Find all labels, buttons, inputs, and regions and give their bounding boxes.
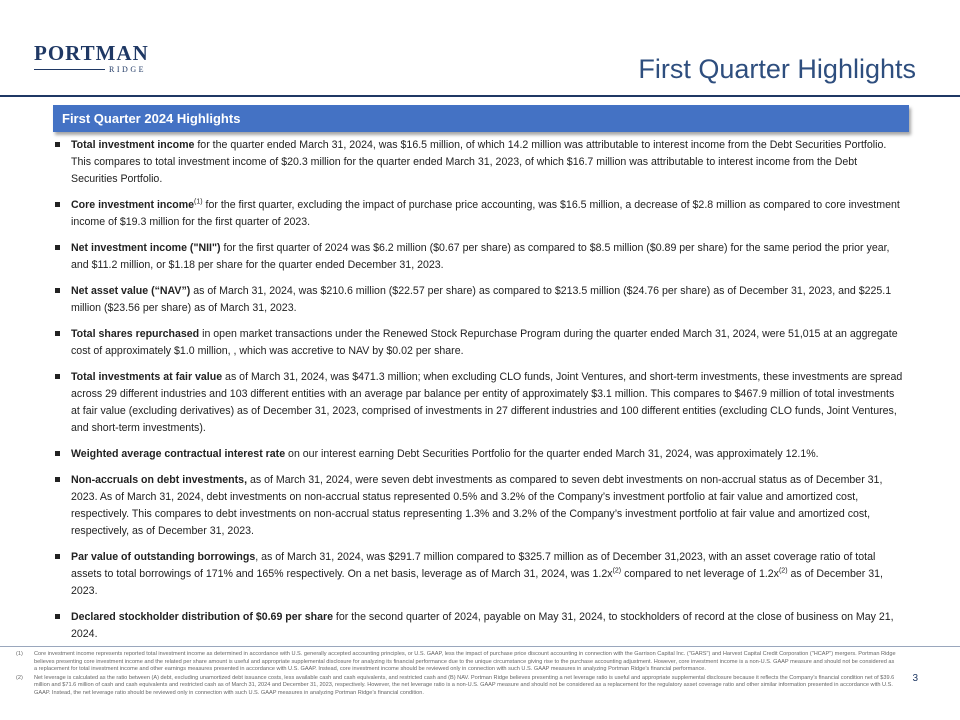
section-banner xyxy=(53,105,909,132)
bullet-marker xyxy=(55,245,60,250)
highlight-text: compared to net leverage of 1.2x xyxy=(621,568,779,580)
highlight-text: , as of March 31, 2024, was $291.7 million compared to $325.7 million as of December 31,2023, with an asset coverage ratio of total assets to total borrowings of 171% and 165% respectively. On a net basis, leverage as of March 31, 2024, was 1.2x xyxy=(71,551,876,580)
highlight-text: as of March 31, 2024, were seven debt investments as compared to seven debt investments on non-accrual status as of December 31, 2023. As of March 31, 2024, debt investments on non-accrual status represented 0.5% and 3.2% of the Company’s investment portfolio at fair value and amortized cost, respectively. This compares to debt investments on non-accrual status representing 1.3% and 3.2% of the Company’s investment portfolio at fair value and amortized cost, respectively, as of December 31, 2023. xyxy=(71,474,883,537)
highlight-text: as of March 31, 2024, was $471.3 million; when excluding CLO funds, Joint Ventures, and short-term investments, these investments are spread across 29 different industries and 103 different entities with an average par balance per entity of approximately $3.1 million. This compares to $467.9 million of total investments at fair value (excluding derivatives) as of December 31, 2023, comprised of investments in 27 different industries and 100 different entities (excluding CLO funds, Joint Ventures, and short-term investments). xyxy=(71,371,903,434)
highlight-non-accruals xyxy=(55,472,905,540)
highlight-lead: Non-accruals on debt investments, xyxy=(71,474,248,486)
section-banner-title: First Quarter 2024 Highlights xyxy=(62,111,241,126)
page-title: First Quarter Highlights xyxy=(638,54,916,84)
highlight-net-asset-value xyxy=(55,283,905,317)
highlight-lead: Core investment income xyxy=(71,199,195,211)
bullet-marker xyxy=(55,554,60,559)
highlight-core-investment-income xyxy=(55,197,905,231)
logo-rule xyxy=(34,69,105,70)
footnotes xyxy=(16,651,896,698)
highlight-shares-repurchased xyxy=(55,326,905,360)
page-number: 3 xyxy=(912,673,918,684)
bullet-marker xyxy=(55,202,60,207)
title-divider xyxy=(0,95,960,97)
bullet-marker xyxy=(55,288,60,293)
logo-sub-wordmark: RIDGE xyxy=(109,65,146,74)
highlight-lead: Par value of outstanding borrowings xyxy=(71,551,256,563)
highlight-lead: Total investment income xyxy=(71,139,195,151)
highlight-lead: Net asset value (“NAV”) xyxy=(71,285,191,297)
footnote-number: (2) xyxy=(16,674,23,681)
highlight-lead: Declared stockholder distribution of $0.69 per share xyxy=(71,611,333,623)
highlight-borrowings xyxy=(55,549,905,600)
bullet-marker xyxy=(55,142,60,147)
footnote-ref: (1) xyxy=(194,198,203,206)
footnote-ref: (2) xyxy=(612,567,622,575)
bullet-marker xyxy=(55,451,60,456)
highlight-text: on our interest earning Debt Securities Portfolio for the quarter ended March 31, 2024, was approximately 12.1%. xyxy=(285,448,819,460)
highlight-text: for the quarter ended March 31, 2024, was $16.5 million, of which 14.2 million was attributable to interest income from the Debt Securities Portfolio. This compares to total investment income of $20.3 million for the quarter ended March 31, 2023, of which $16.7 million was attributable to interest income from the Debt Securities Portfolio. xyxy=(71,139,887,185)
highlight-net-investment-income xyxy=(55,240,905,274)
highlight-lead: Total investments at fair value xyxy=(71,371,223,383)
footnote-text: Core investment income represents reported total investment income as determined in accordance with U.S. generally accepted accounting principles, or U.S. GAAP, less the impact of purchase price discount accounting in connection with the Garrison Capital Inc. ("GARS") and Harvest Capital Credit Corporation ("HCAP") mergers. Portman Ridge believes presenting core investment income and the related per share amount is useful and appropriate supplemental disclosure for analyzing its financial performance due to the unique circumstance giving rise to the purchase accounting adjustment. However, core investment income is a non-U.S. GAAP measure and should not be considered as a replacement for total investment income and other earnings measures presented in accordance with U.S. GAAP. Instead, core investment income should be reviewed only in connection with such U.S. GAAP measures in analyzing Portman Ridge’s financial performance. xyxy=(34,651,896,672)
highlight-total-investments xyxy=(55,369,905,437)
highlight-interest-rate xyxy=(55,446,905,463)
highlight-lead: Net investment income ("NII") xyxy=(71,242,221,254)
highlight-lead: Total shares repurchased xyxy=(71,328,200,340)
highlight-text: for the second quarter of 2024, payable on May 31, 2024, to stockholders of record at the close of business on May 21, 2024. xyxy=(71,611,894,640)
highlights-list xyxy=(55,137,905,652)
highlight-text: for the first quarter of 2024 was $6.2 million ($0.67 per share) as compared to $8.5 million ($0.89 per share) for the same period the prior year, and $11.2 million, or $1.18 per share for the quarter ended December 31, 2023. xyxy=(71,242,890,271)
highlight-distribution xyxy=(55,609,905,643)
company-logo xyxy=(34,41,149,74)
logo-subline xyxy=(34,65,146,74)
highlight-total-investment-income xyxy=(55,137,905,188)
bullet-marker xyxy=(55,614,60,619)
logo-wordmark: PORTMAN xyxy=(34,41,149,65)
highlight-text: as of March 31, 2024, was $210.6 million ($22.57 per share) as compared to $213.5 million ($24.76 per share) as of December 31, 2023, and $225.1 million ($23.56 per share) as of March 31, 2023. xyxy=(71,285,892,314)
footnote-divider xyxy=(0,646,960,647)
highlight-text: in open market transactions under the Renewed Stock Repurchase Program during the quarter ended March 31, 2024, were 51,015 at an aggregate cost of approximately $1.0 million, , which was accretive to NAV by $0.02 per share. xyxy=(71,328,898,357)
bullet-marker xyxy=(55,331,60,336)
highlight-text: for the first quarter, excluding the impact of purchase price accounting, was $16.5 million, a decrease of $2.8 million as compared to core investment income of $19.3 million for the first quarter of 2023. xyxy=(71,199,900,228)
highlight-text: as of December 31, 2023. xyxy=(71,568,883,597)
bullet-marker xyxy=(55,374,60,379)
highlight-lead: Weighted average contractual interest rate xyxy=(71,448,286,460)
footnote-1 xyxy=(16,651,896,674)
footnote-2 xyxy=(16,675,896,698)
footnote-number: (1) xyxy=(16,651,23,657)
footnote-text: Net leverage is calculated as the ratio between (A) debt, excluding unamortized debt issuance costs, less available cash and cash equivalents, and restricted cash and (B) NAV. Portman Ridge believes presenting a net leverage ratio is useful and appropriate supplemental disclosure because it reflects the Company’s financial condition net of $39.6 million and $71.6 million of cash and cash equivalents and restricted cash as of March 31, 2024 and December 31, 2023, respectively. However, the net leverage ratio is a non-U.S. GAAP measure and should not be considered as a replacement for the regulatory asset coverage ratio and other similar information presented in accordance with U.S. GAAP. Instead, the net leverage ratio should be reviewed only in connection with such U.S. GAAP measures in analyzing Portman Ridge’s financial condition. xyxy=(34,674,895,696)
footnote-ref: (2) xyxy=(778,567,788,575)
bullet-marker xyxy=(55,477,60,482)
